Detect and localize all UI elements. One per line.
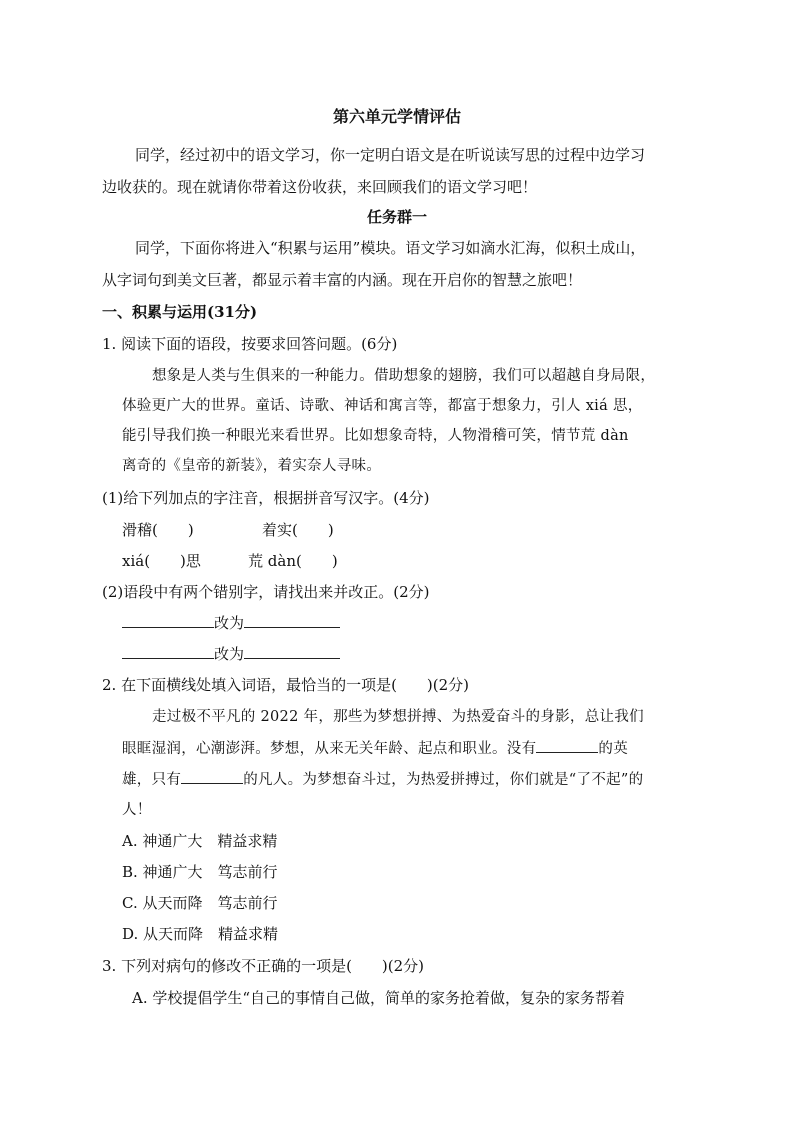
q1-item-zhuoshi: 着实( ): [262, 521, 334, 539]
q1-passage-line: 想象是人类与生俱来的一种能力。借助想象的翅膀，我们可以超越自身局限，: [152, 368, 656, 384]
q2-passage-line-2: [122, 738, 628, 759]
intro-line-2: 边收获的。现在就请你带着这份收获，来回顾我们的语文学习吧！: [102, 178, 538, 196]
answer-blank[interactable]: [122, 644, 214, 659]
page-title: 第六单元学情评估: [332, 107, 461, 126]
answer-blank[interactable]: [122, 613, 214, 628]
question-3-stem: 3. 下列对病句的修改不正确的一项是( )(2分): [102, 957, 425, 975]
q1-item-huaji: 滑稽( ): [122, 521, 194, 539]
q1-passage-line: 体验更广大的世界。童话、诗歌、神话和寓言等，都富于想象力，引人 xiá 思，: [122, 398, 643, 414]
q2-passage-text: 的英: [598, 741, 629, 757]
question-2-stem: 2. 在下面横线处填入词语，最恰当的一项是( )(2分): [102, 676, 470, 694]
q1-passage-line: 能引导我们换一种眼光来看世界。比如想象奇特，人物滑稽可笑，情节荒 dàn: [122, 428, 629, 444]
q1-item-xia-si: xiá( )思: [122, 552, 201, 570]
fill-blank-1[interactable]: [536, 738, 598, 753]
intro-line-1: 同学，经过初中的语文学习，你一定明白语文是在听说读写思的过程中边学习: [135, 146, 646, 164]
q2-option-c[interactable]: C. 从天而降 笃志前行: [122, 894, 278, 912]
q2-passage-text: 雄，只有: [122, 772, 182, 788]
task-group-line-1: 同学，下面你将进入“积累与运用”模块。语文学习如滴水汇海，似积土成山，: [135, 239, 646, 257]
change-label: 改为: [214, 645, 245, 663]
q2-passage-line-1: 走过极不平凡的 2022 年，那些为梦想拼搏、为热爱奋斗的身影，总让我们: [152, 709, 644, 725]
q1-correction-row-2: [122, 644, 340, 664]
q2-passage-text: 眼眶湿润，心潮澎湃。梦想，从来无关年龄、起点和职业。没有: [122, 741, 537, 757]
q1-passage-line: 离奇的《皇帝的新装》，着实奈人寻味。: [122, 458, 382, 474]
answer-blank[interactable]: [244, 644, 340, 659]
change-label: 改为: [214, 614, 245, 632]
q2-option-a[interactable]: A. 神通广大 精益求精: [122, 832, 278, 850]
q1-sub-question-2: (2)语段中有两个错别字，请找出来并改正。(2分): [102, 583, 430, 601]
answer-blank[interactable]: [244, 613, 340, 628]
question-1-stem: 1. 阅读下面的语段，按要求回答问题。(6分): [102, 335, 398, 353]
q2-passage-line-3: [122, 769, 643, 790]
q2-passage-line-4: 人！: [122, 802, 152, 818]
q2-option-b[interactable]: B. 神通广大 笃志前行: [122, 863, 278, 881]
q3-option-a[interactable]: A. 学校提倡学生“自己的事情自己做，简单的家务抢着做，复杂的家务帮着: [132, 989, 626, 1007]
q1-sub-question-1: (1)给下列加点的字注音，根据拼音写汉字。(4分): [102, 489, 430, 507]
q1-correction-row-1: [122, 613, 340, 633]
fill-blank-2[interactable]: [181, 769, 243, 784]
q2-passage-text: 的凡人。为梦想奋斗过，为热爱拼搏过，你们就是“了不起”的: [243, 772, 644, 788]
q2-option-d[interactable]: D. 从天而降 精益求精: [122, 925, 279, 943]
task-group-line-2: 从字词句到美文巨著，都显示着丰富的内涵。现在开启你的智慧之旅吧！: [102, 271, 583, 289]
task-group-heading: 任务群一: [366, 208, 427, 226]
q1-item-huang-dan: 荒 dàn( ): [248, 552, 338, 570]
section-1-heading: 一、积累与运用(31分): [102, 303, 258, 321]
